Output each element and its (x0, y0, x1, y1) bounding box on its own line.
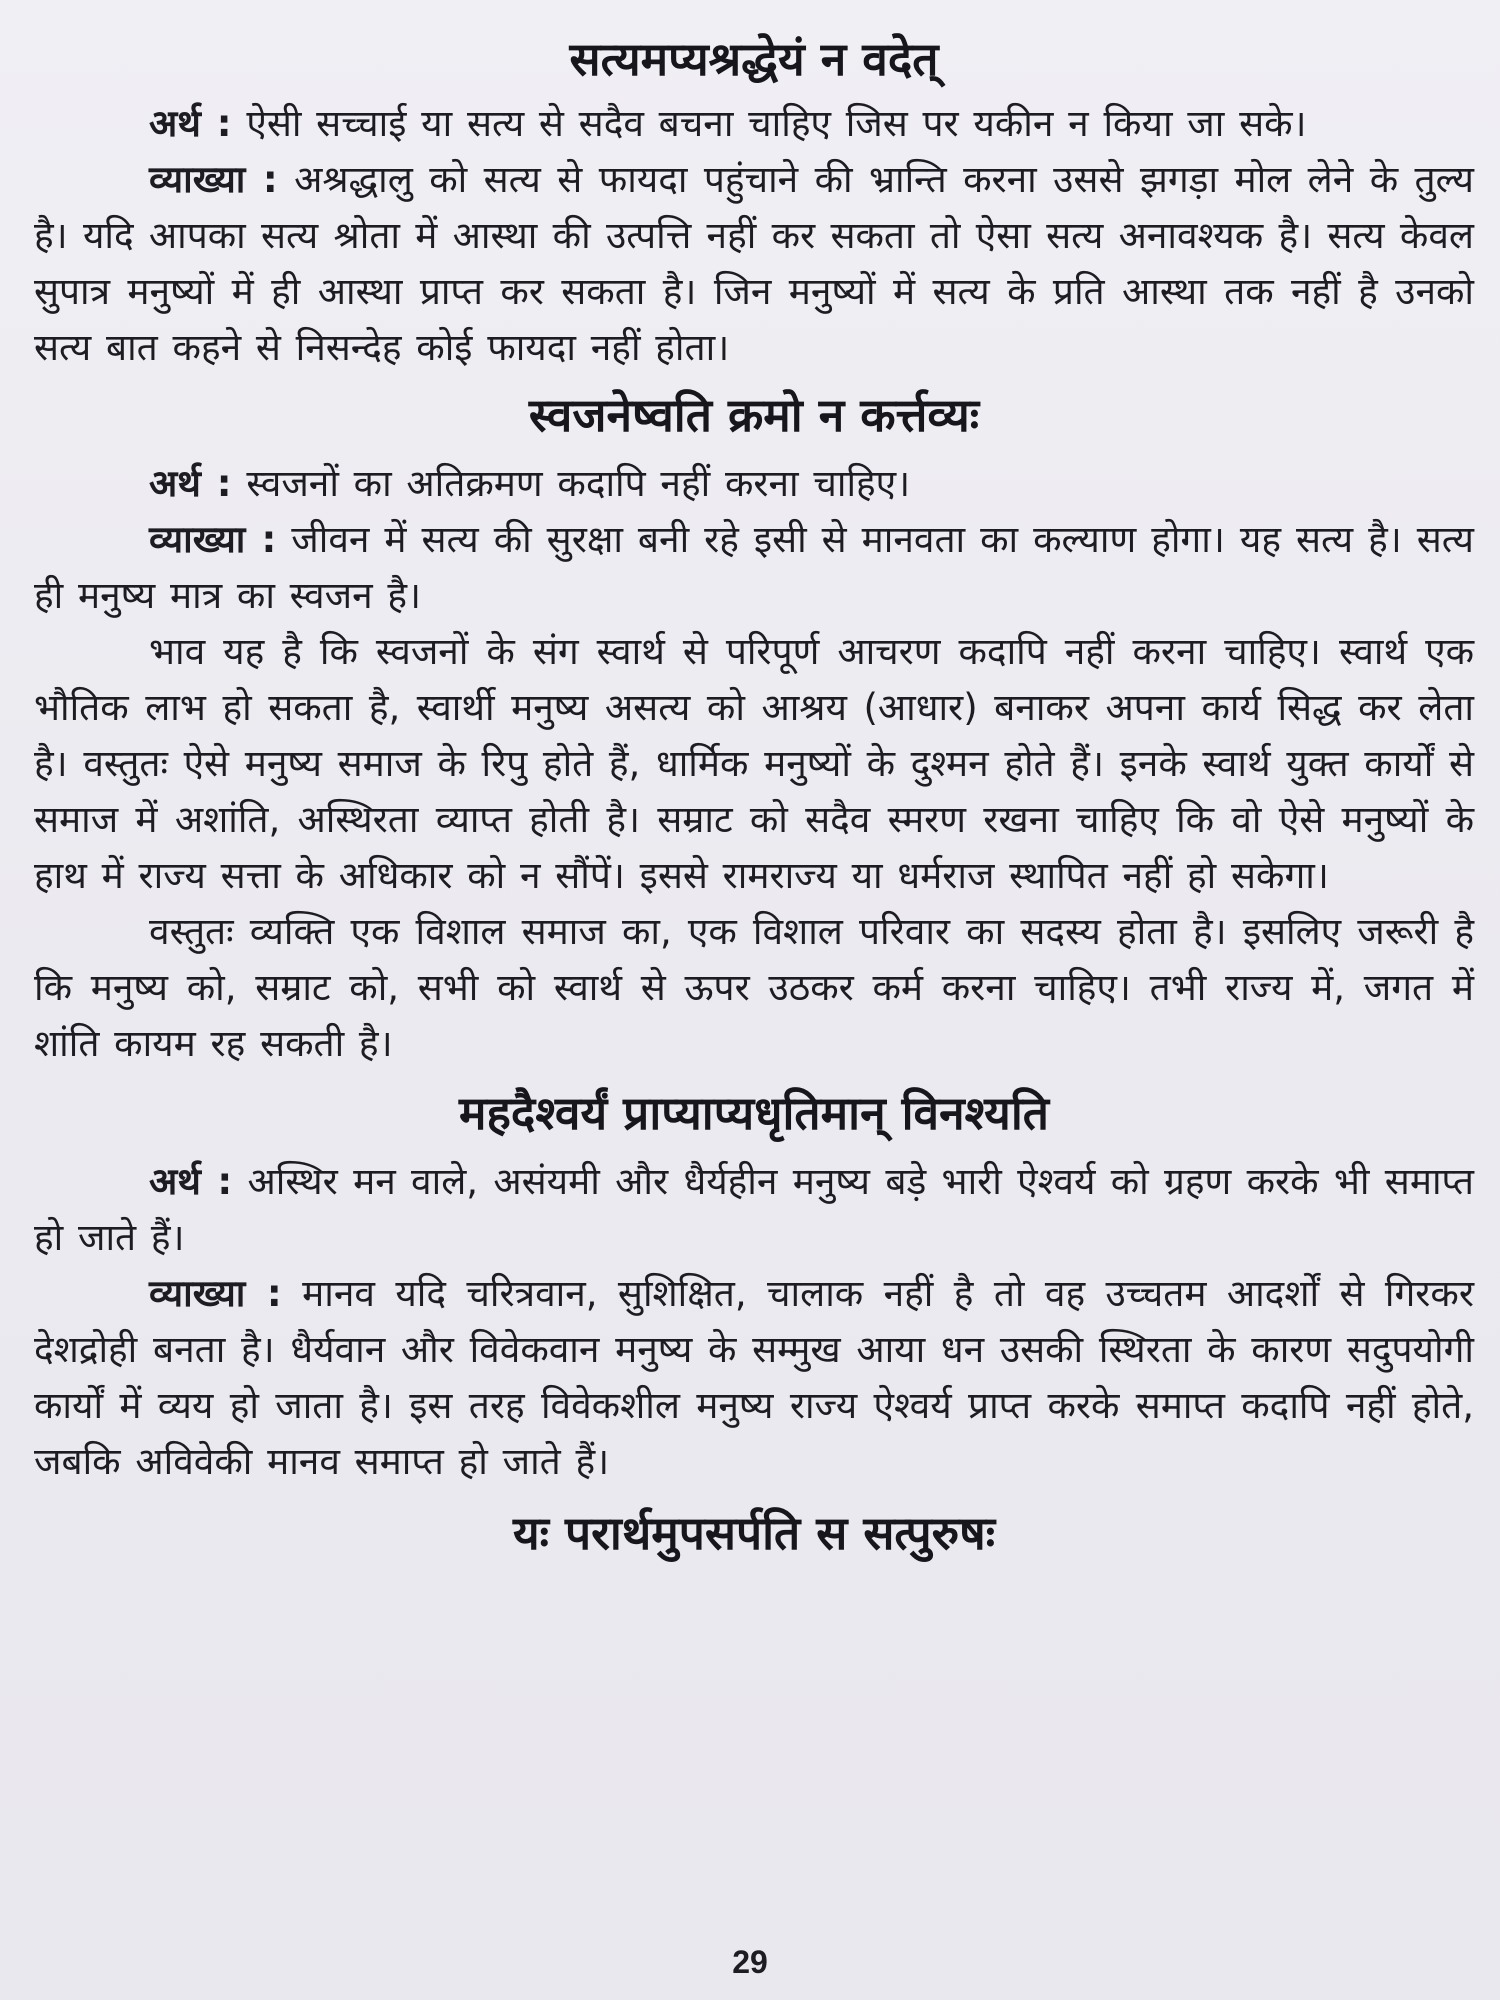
meaning-text: स्वजनों का अतिक्रमण कदापि नहीं करना चाहिए। (246, 462, 911, 505)
meaning-label: अर्थ : (149, 102, 232, 145)
meaning-text: ऐसी सच्चाई या सत्य से सदैव बचना चाहिए जिस पर यकीन न किया जा सके। (246, 102, 1307, 145)
page-number: 29 (732, 1944, 768, 1980)
meaning-label: अर्थ : (149, 1160, 233, 1203)
section-heading-1: सत्यमप्यश्रद्धेयं न वदेत् (569, 32, 939, 86)
explanation-paragraph (34, 512, 1474, 624)
meaning-paragraph (34, 456, 1474, 512)
explanation-text: मानव यदि चरित्रवान, सुशिक्षित, चालाक नहीं है तो वह उच्चतम आदर्शों से गिरकर देशद्रोही बनता है। धैर्यवान और विवेकवान मनुष्य के सम्मुख आया धन उसकी स्थिरता के कारण सदुपयोगी कार्यों में व्यय हो जाता है। इस तरह विवेकशील मनुष्य राज्य ऐश्वर्य प्राप्त करके समाप्त कदापि नहीं होते, जबकि अविवेकी मानव समाप्त हो जाते हैं। (34, 1272, 1474, 1483)
body-paragraph: वस्तुतः व्यक्ति एक विशाल समाज का, एक विशाल परिवार का सदस्य होता है। इसलिए जरूरी है कि मनुष्य को, सम्राट को, सभी को स्वार्थ से ऊपर उठकर कर्म करना चाहिए। तभी राज्य में, जगत में शांति कायम रह सकती है। (34, 910, 1474, 1065)
meaning-label: अर्थ : (149, 462, 232, 505)
explanation-text: जीवन में सत्य की सुरक्षा बनी रहे इसी से मानवता का कल्याण होगा। यह सत्य है। सत्य ही मनुष्य मात्र का स्वजन है। (34, 518, 1474, 617)
page-content (34, 28, 1474, 1564)
section-heading-2: स्वजनेष्वति क्रमो न कर्त्तव्यः (528, 388, 980, 442)
section-heading-3: महदैश्वर्यं प्राप्याप्यधृतिमान् विनश्यति (458, 1086, 1049, 1140)
explanation-paragraph (34, 152, 1474, 376)
section-heading-4: यः परार्थमुपसर्पति स सत्पुरुषः (512, 1506, 995, 1560)
explanation-text: अश्रद्धालु को सत्य से फायदा पहुंचाने की भ्रान्ति करना उससे झगड़ा मोल लेने के तुल्य है। यदि आपका सत्य श्रोता में आस्था की उत्पत्ति नहीं कर सकता तो ऐसा सत्य अनावश्यक है। सत्य केवल सुपात्र मनुष्यों में ही आस्था प्राप्त कर सकता है। जिन मनुष्यों में सत्य के प्रति आस्था तक नहीं है उनको सत्य बात कहने से निसन्देह कोई फायदा नहीं होता। (34, 158, 1474, 369)
body-paragraph: भाव यह है कि स्वजनों के संग स्वार्थ से परिपूर्ण आचरण कदापि नहीं करना चाहिए। स्वार्थ एक भौतिक लाभ हो सकता है, स्वार्थी मनुष्य असत्य को आश्रय (आधार) बनाकर अपना कार्य सिद्ध कर लेता है। वस्तुतः ऐसे मनुष्य समाज के रिपु होते हैं, धार्मिक मनुष्यों के दुश्मन होते हैं। इनके स्वार्थ युक्त कार्यों से समाज में अशांति, अस्थिरता व्याप्त होती है। सम्राट को सदैव स्मरण रखना चाहिए कि वो ऐसे मनुष्यों के हाथ में राज्य सत्ता के अधिकार को न सौंपें। इससे रामराज्य या धर्मराज स्थापित नहीं हो सकेगा। (34, 630, 1474, 897)
explanation-paragraph (34, 1266, 1474, 1490)
meaning-paragraph (34, 1154, 1474, 1266)
explanation-label: व्याख्या : (149, 518, 277, 561)
explanation-label: व्याख्या : (149, 158, 278, 201)
meaning-paragraph (34, 96, 1474, 152)
meaning-text: अस्थिर मन वाले, असंयमी और धैर्यहीन मनुष्य बड़े भारी ऐश्वर्य को ग्रहण करके भी समाप्त हो जाते हैं। (34, 1160, 1475, 1259)
explanation-label: व्याख्या : (149, 1272, 282, 1315)
